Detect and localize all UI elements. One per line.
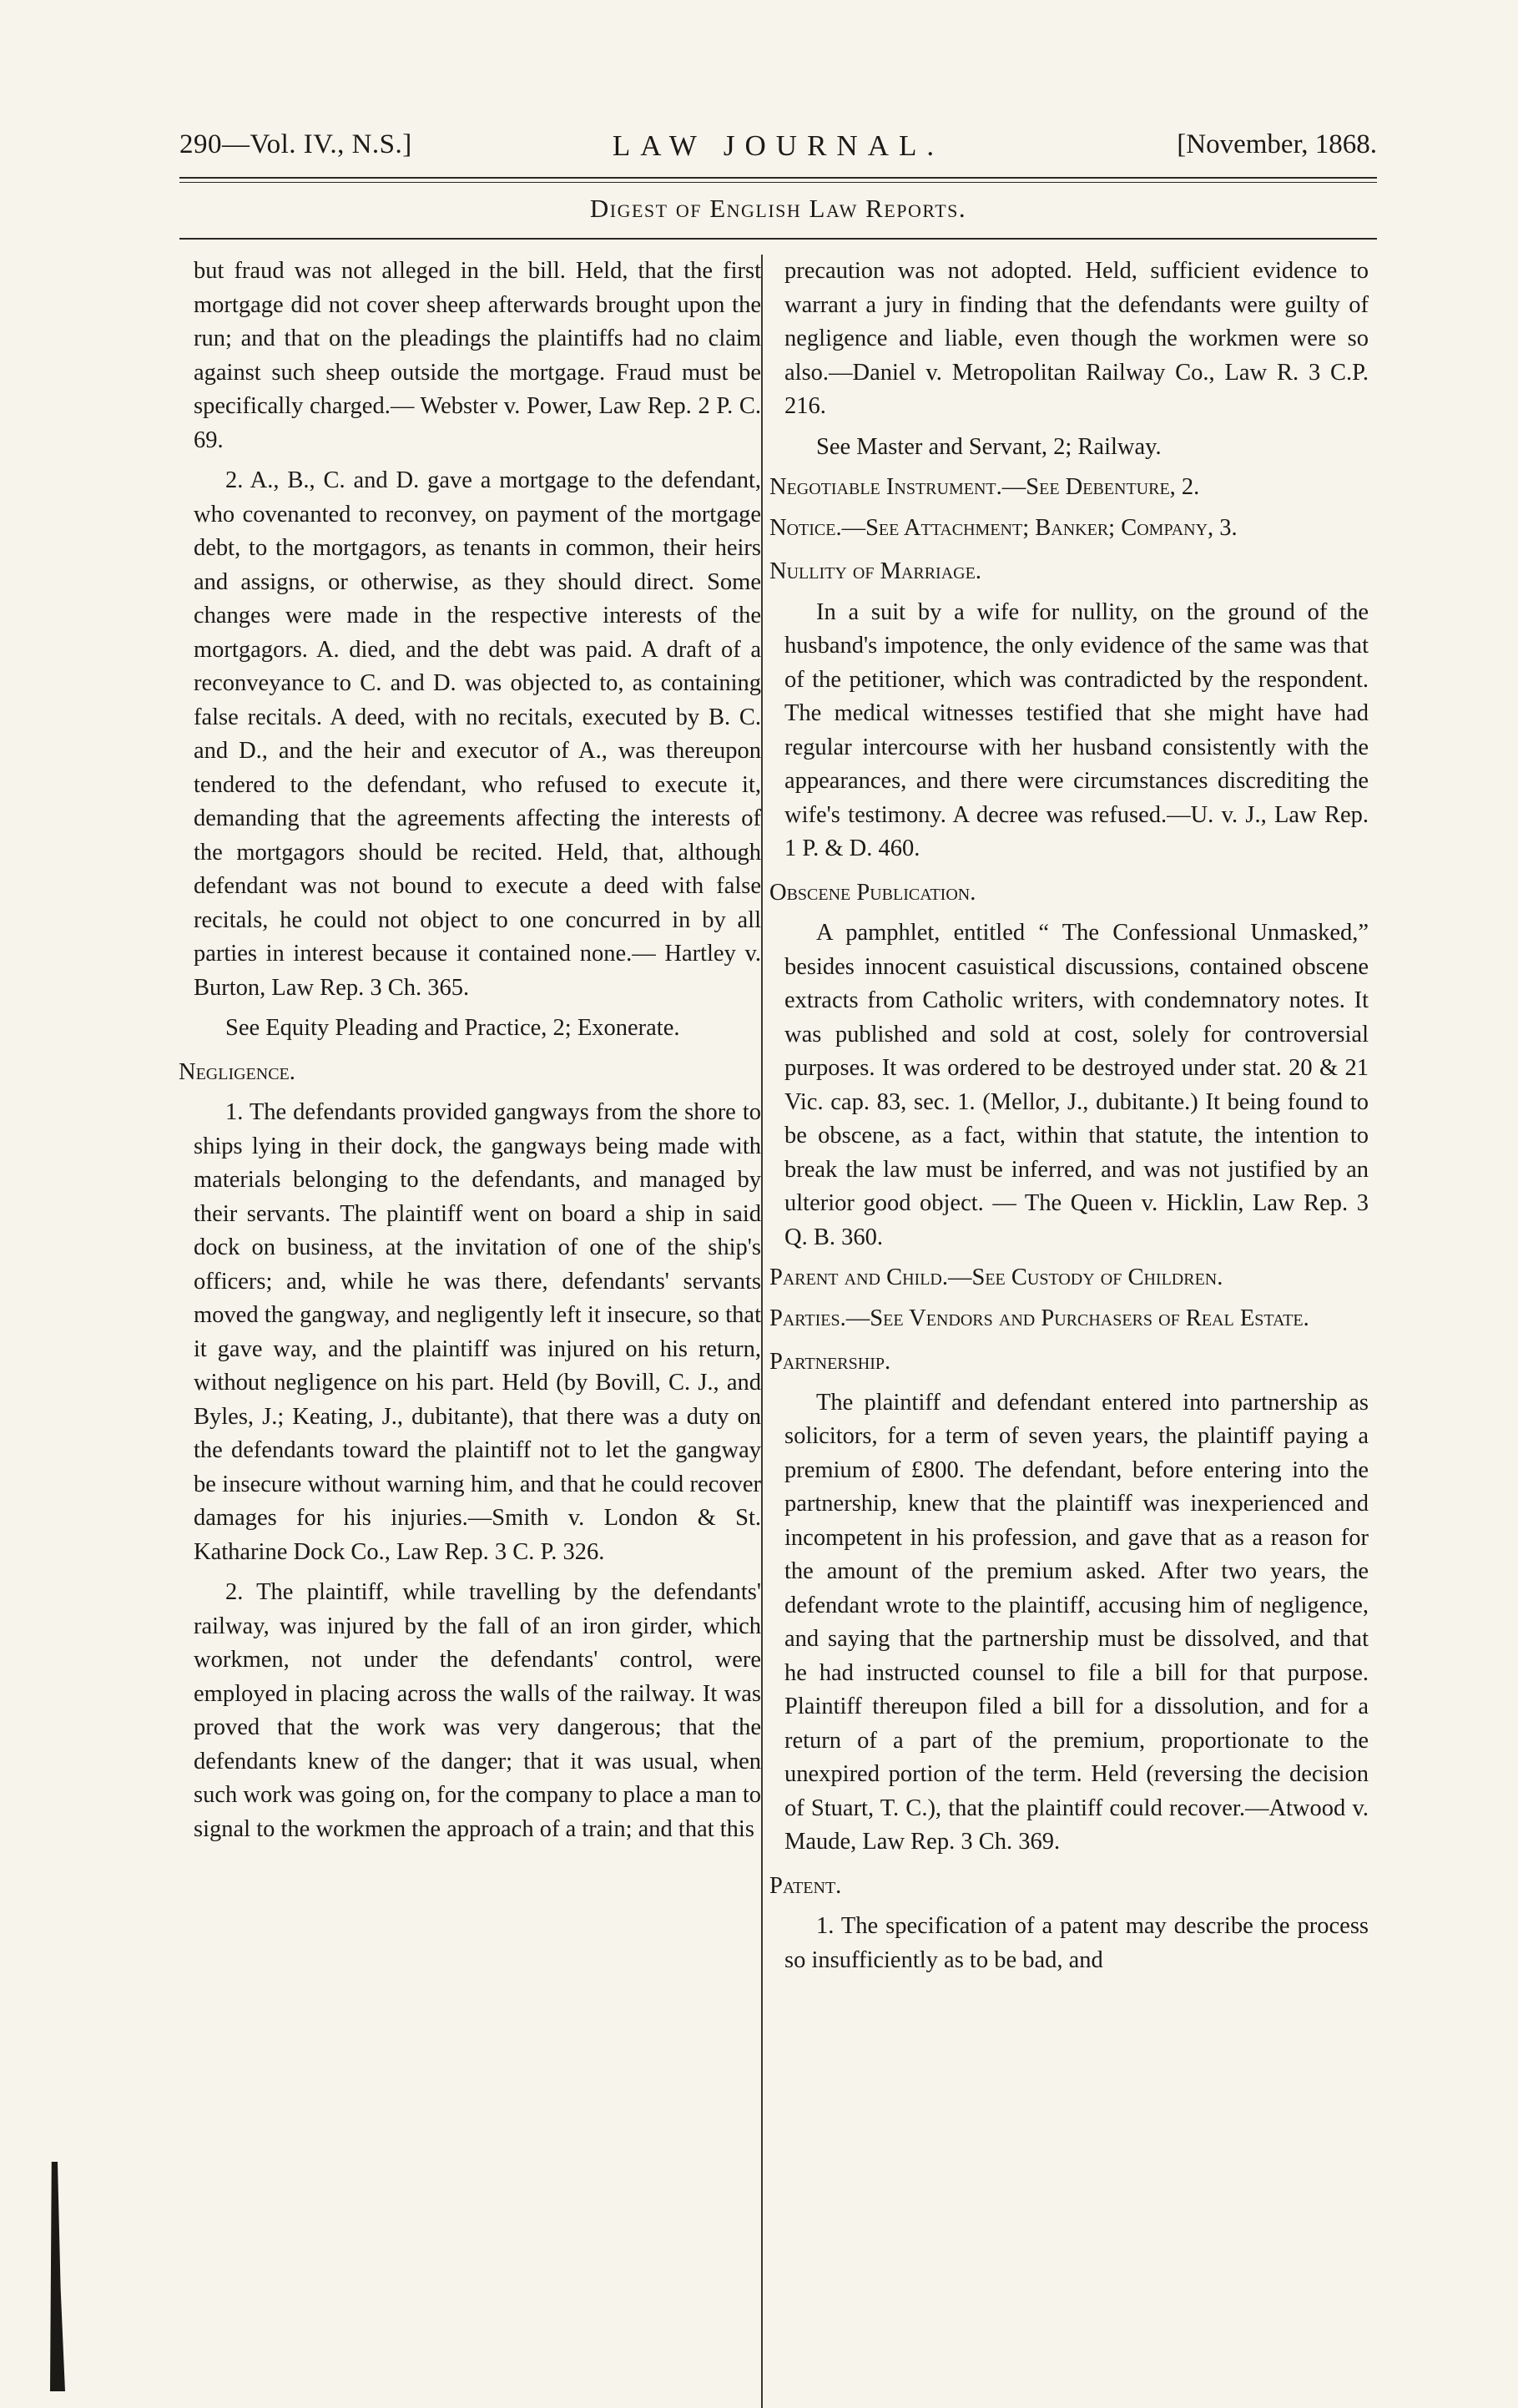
digest-heading: Negotiable Instrument.—See Debenture, 2.	[769, 474, 1200, 500]
paragraph: The plaintiff and defendant entered into partnership as solicitors, for a term of seven years, the plaintiff paying a premium of £800. The defendant, before entering into the partnership, knew that the plaintiff was inexperienced and incompetent in his profession, and gave that as a reason for the amount of the premium asked. After two years, the defendant wrote to the plaintiff, accusing him of negligence, and saying that the partnership must be dissolved, and that he had instructed counsel to file a bill for that purpose. Plaintiff thereupon filed a bill for a dissolution, and for a return of a part of the premium, proportionate to the unexpired portion of the term. Held (reversing the decision of Stuart, T. C.), that the plaintiff could recover.—Atwood v. Maude, Law Rep. 3 Ch. 369.	[784, 1389, 1369, 1855]
header-rule	[179, 182, 1377, 183]
issue-date: [November, 1868.	[1177, 129, 1377, 159]
column-divider	[761, 255, 763, 2408]
paragraph: 2. The plaintiff, while travelling by the defendants' railway, was injured by the fall of an iron girder, which workmen, not under the defendants' control, were employed in placing across the walls of the railway. It was proved that the work was very dangerous; that the defendants knew of the danger; that it was usual, when such work was going on, for the company to place a man to signal to the workmen the approach of a train; and that this	[194, 1579, 761, 1842]
digest-heading: Obscene Publication.	[769, 879, 976, 906]
right-column	[769, 255, 1369, 1984]
page-volume: 290—Vol. IV., N.S.]	[179, 129, 412, 159]
digest-heading: Partnership.	[769, 1349, 891, 1375]
paragraph: precaution was not adopted. Held, sufficient evidence to warrant a jury in finding that the defendants were guilty of negligence and liable, even though the workmen were so also.—Daniel v. Metropolitan Railway Co., Law R. 3 C.P. 216.	[784, 258, 1369, 419]
digest-heading: Nullity of Marriage.	[769, 558, 981, 584]
paragraph: A pamphlet, entitled “ The Confessional Unmasked,” besides innocent casuistical discussions, contained obscene extracts from Catholic writers, with condemnatory notes. It was published and sold at cost, solely for controversial purposes. It was ordered to be destroyed under stat. 20 & 21 Vic. cap. 83, sec. 1. (Mellor, J., dubitante.) It being found to be obscene, as a fact, within that statute, the intention to break the law must be inferred, and was not justified by an ulterior good object. — The Queen v. Hicklin, Law Rep. 3 Q. B. 360.	[784, 920, 1369, 1250]
cross-reference: See Equity Pleading and Practice, 2; Exonerate.	[225, 1015, 680, 1041]
binding-mark	[50, 2162, 65, 2391]
running-head	[179, 129, 1377, 171]
digest-heading: Negligence.	[179, 1058, 295, 1085]
header-rule	[179, 177, 1377, 179]
section-rule	[179, 238, 1377, 240]
left-column	[179, 255, 761, 1853]
digest-heading: Notice.—See Attachment; Banker; Company, 3.	[769, 514, 1238, 541]
digest-heading: Patent.	[769, 1872, 842, 1899]
digest-heading: Parent and Child.—See Custody of Children.	[769, 1265, 1223, 1290]
journal-title: LAW JOURNAL.	[612, 129, 945, 162]
paragraph: but fraud was not alleged in the bill. Held, that the first mortgage did not cover sheep afterwards brought upon the run; and that on the pleadings the plaintiffs had no claim against such sheep outside the mortgage. Fraud must be specifically charged.— Webster v. Power, Law Rep. 2 P. C. 69.	[194, 258, 761, 453]
paragraph: 1. The defendants provided gangways from the shore to ships lying in their dock, the gangways being made with materials belonging to the defendants, and managed by their servants. The plaintiff went on board a ship in said dock on business, at the invitation of one of the ship's officers; and, while he was there, defendants' servants moved the gangway, and negligently left it insecure, so that it gave way, and the plaintiff was injured on his return, without negligence on his part. Held (by Bovill, C. J., and Byles, J.; Keating, J., dubitante), that there was a duty on the defendants toward the plaintiff not to let the gangway be insecure without warning him, and that he could recover damages for his injuries.—Smith v. London & St. Katharine Dock Co., Law Rep. 3 C. P. 326.	[194, 1099, 761, 1565]
paragraph: 1. The specification of a patent may describe the process so insufficiently as to be bad, and	[784, 1913, 1369, 1973]
cross-reference: See Master and Servant, 2; Railway.	[816, 433, 1162, 460]
paragraph: In a suit by a wife for nullity, on the ground of the husband's impotence, the only evidence of the same was that of the petitioner, which was contradicted by the respondent. The medical witnesses testified that she might have had regular intercourse with her husband consistently with the appearances, and there were circumstances discrediting the wife's testimony. A decree was refused.—U. v. J., Law Rep. 1 P. & D. 460.	[784, 598, 1369, 861]
digest-heading: Parties.—See Vendors and Purchasers of Real Estate.	[769, 1305, 1309, 1331]
paragraph: 2. A., B., C. and D. gave a mortgage to the defendant, who covenanted to reconvey, on payment of the mortgage debt, to the mortgagors, as tenants in common, their heirs and assigns, or otherwise, as they should direct. Some changes were made in the respective interests of the mortgagors. A. died, and the debt was paid. A draft of a reconveyance to C. and D. was objected to, as containing false recitals. A deed, with no recitals, executed by B. C. and D., and the heir and executor of A., was thereupon tendered to the defendant, who refused to execute it, demanding that the agreements affecting the interests of the mortgagors should be recited. Held, that, although defendant was not bound to execute a deed with false recitals, he could not object to one concurred in by all parties in interest because it contained none.— Hartley v. Burton, Law Rep. 3 Ch. 365.	[194, 467, 761, 1001]
section-title: Digest of English Law Reports.	[589, 194, 967, 223]
